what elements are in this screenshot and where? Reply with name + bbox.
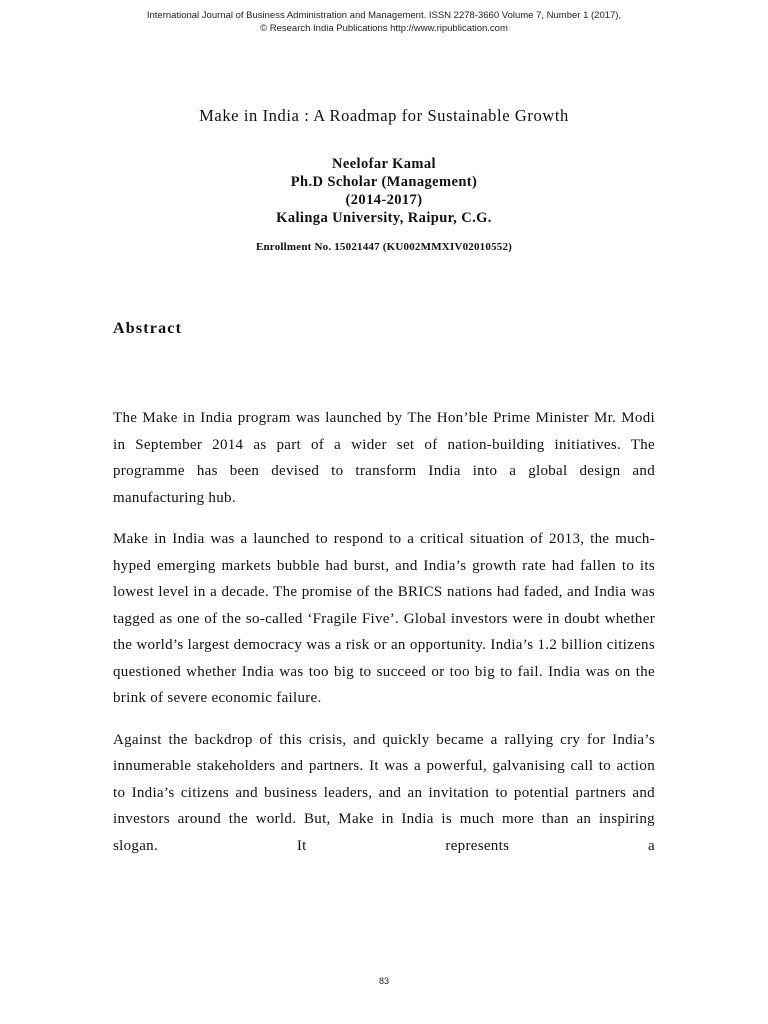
- author-affiliation: Kalinga University, Raipur, C.G.: [276, 210, 492, 226]
- page-number: 83: [378, 976, 389, 986]
- abstract-paragraph-1: The Make in India program was launched by The Hon’ble Prime Minister Mr. Modi in September 2014 as part of a wider set of nation-building initiatives. The programme has been devised to transform India into a global design and manufacturing hub.: [113, 410, 655, 506]
- journal-header: [0, 9, 768, 35]
- author-name: Neelofar Kamal: [332, 156, 436, 172]
- journal-header-line2: © Research India Publications http://www.ripublication.com: [260, 23, 508, 34]
- paper-title: Make in India : A Roadmap for Sustainable Growth: [199, 106, 569, 125]
- journal-header-line1: International Journal of Business Administration and Management. ISSN 2278-3660 Volume 7, Number 1 (2017),: [146, 10, 622, 21]
- author-role: Ph.D Scholar (Management): [290, 174, 478, 190]
- author-block: [0, 155, 768, 227]
- abstract-heading: Abstract: [113, 320, 183, 337]
- author-years: (2014-2017): [345, 192, 423, 208]
- abstract-paragraph-3: Against the backdrop of this crisis, and quickly became a rallying cry for India’s innumerable stakeholders and partners. It was a powerful, galvanising call to action to India’s citizens and business leaders, and an invitation to potential partners and investors around the world. But, Make in India is much more than an inspiring slogan. It represents a: [113, 731, 655, 854]
- abstract-paragraph-2: Make in India was a launched to respond to a critical situation of 2013, the much-hyped emerging markets bubble had burst, and India’s growth rate had fallen to its lowest level in a decade. The promise of the BRICS nations had faded, and India was tagged as one of the so-called ‘Fragile Five’. Global investors were in doubt whether the world’s largest democracy was a risk or an opportunity. India’s 1.2 billion citizens questioned whether India was too big to succeed or too big to fail. India was on the brink of severe economic failure.: [113, 531, 655, 706]
- enrollment-number: Enrollment No. 15021447 (KU002MMXIV02010552): [255, 241, 513, 253]
- abstract-body: [113, 405, 655, 874]
